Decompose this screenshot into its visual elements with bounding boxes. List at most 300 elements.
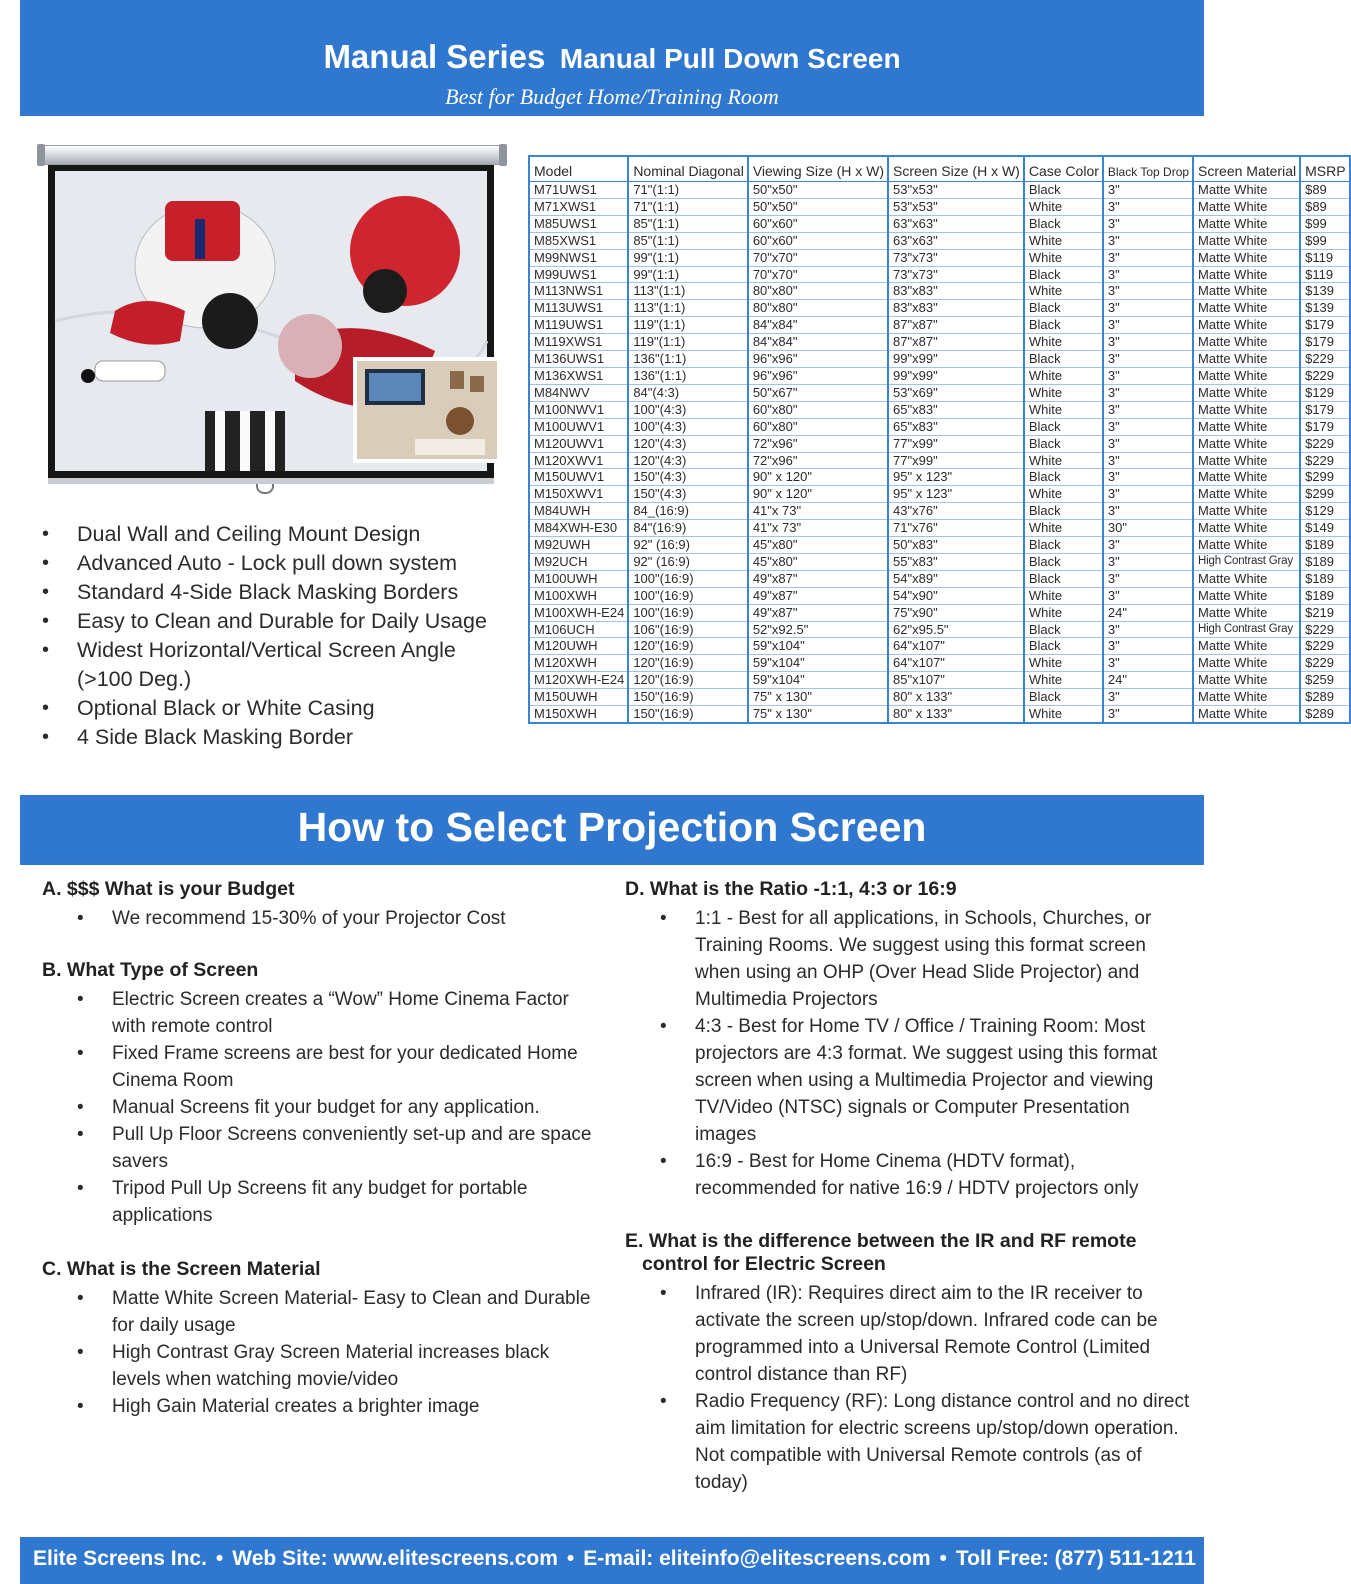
cell-msrp: $139 — [1300, 300, 1349, 317]
col-header-model: Model — [529, 156, 628, 182]
cell-diagonal: 100"(16:9) — [628, 604, 748, 621]
table-row — [529, 317, 1350, 334]
product-screen-image — [38, 145, 508, 497]
table-row — [529, 249, 1350, 266]
table-row — [529, 266, 1350, 283]
cell-screen-size: 73"x73" — [888, 249, 1024, 266]
cell-screen-size: 80" x 133" — [888, 706, 1024, 723]
cell-msrp: $89 — [1300, 198, 1349, 215]
cell-viewing-size: 60"x60" — [748, 215, 888, 232]
footer-separator: • — [939, 1547, 947, 1570]
section-heading — [625, 1230, 1195, 1276]
footer-website-link[interactable]: Web Site: www.elitescreens.com — [232, 1547, 558, 1570]
cell-top-drop: 3" — [1103, 638, 1193, 655]
cell-case-color: Black — [1024, 553, 1103, 570]
cell-top-drop: 3" — [1103, 537, 1193, 554]
cell-model: M85UWS1 — [529, 215, 628, 232]
table-row — [529, 537, 1350, 554]
cell-case-color: Black — [1024, 182, 1103, 199]
section-screen-material — [42, 1258, 602, 1420]
cell-material: Matte White — [1193, 520, 1300, 537]
cell-diagonal: 85"(1:1) — [628, 215, 748, 232]
cell-msrp: $129 — [1300, 384, 1349, 401]
cell-top-drop: 3" — [1103, 655, 1193, 672]
cell-diagonal: 150"(16:9) — [628, 689, 748, 706]
cell-msrp: $229 — [1300, 452, 1349, 469]
section-heading: C. What is the Screen Material — [42, 1258, 321, 1280]
cell-viewing-size: 96"x96" — [748, 351, 888, 368]
cell-model: M150UWH — [529, 689, 628, 706]
header-banner — [20, 0, 1204, 116]
cell-case-color: White — [1024, 283, 1103, 300]
list-item: • Matte White Screen Material- Easy to Clean and Durable for daily usage — [42, 1285, 602, 1339]
cell-diagonal: 120"(4:3) — [628, 452, 748, 469]
cell-diagonal: 113"(1:1) — [628, 300, 748, 317]
cell-case-color: Black — [1024, 537, 1103, 554]
cell-screen-size: 87"x87" — [888, 317, 1024, 334]
cell-top-drop: 3" — [1103, 503, 1193, 520]
footer-company: Elite Screens Inc. — [33, 1547, 207, 1570]
cell-top-drop: 3" — [1103, 232, 1193, 249]
cell-msrp: $299 — [1300, 486, 1349, 503]
cell-material: Matte White — [1193, 418, 1300, 435]
cell-top-drop: 30" — [1103, 520, 1193, 537]
cell-material: Matte White — [1193, 604, 1300, 621]
col-header-diagonal: Nominal Diagonal — [628, 156, 748, 182]
cell-top-drop: 3" — [1103, 317, 1193, 334]
cell-model: M119UWS1 — [529, 317, 628, 334]
cell-material: Matte White — [1193, 452, 1300, 469]
cell-diagonal: 84"(16:9) — [628, 520, 748, 537]
cell-top-drop: 3" — [1103, 570, 1193, 587]
cell-material: Matte White — [1193, 587, 1300, 604]
list-item: • Tripod Pull Up Screens fit any budget for portable applications — [42, 1175, 602, 1229]
cell-screen-size: 53"x69" — [888, 384, 1024, 401]
section-heading: B. What Type of Screen — [42, 959, 259, 981]
cell-diagonal: 71"(1:1) — [628, 198, 748, 215]
list-item: • Infrared (IR): Requires direct aim to the IR receiver to activate the screen up/stop/down. Infrared code can be programmed into a Universal Remote Control (Limited control distance than RF) — [625, 1280, 1195, 1388]
cell-top-drop: 3" — [1103, 215, 1193, 232]
table-row — [529, 198, 1350, 215]
cell-viewing-size: 41"x 73" — [748, 520, 888, 537]
cell-model: M71XWS1 — [529, 198, 628, 215]
cell-screen-size: 65"x83" — [888, 401, 1024, 418]
cell-diagonal: 120"(16:9) — [628, 655, 748, 672]
section-heading-line2: control for Electric Screen — [642, 1253, 886, 1275]
cell-material: Matte White — [1193, 182, 1300, 199]
cell-viewing-size: 90" x 120" — [748, 486, 888, 503]
section-screen-type — [42, 959, 602, 1229]
cell-top-drop: 24" — [1103, 604, 1193, 621]
cell-viewing-size: 59"x104" — [748, 638, 888, 655]
list-item: • Pull Up Floor Screens conveniently set-up and are space savers — [42, 1121, 602, 1175]
section-heading: D. What is the Ratio -1:1, 4:3 or 16:9 — [625, 878, 957, 900]
cell-msrp: $179 — [1300, 401, 1349, 418]
cell-screen-size: 83"x83" — [888, 300, 1024, 317]
cell-material: Matte White — [1193, 317, 1300, 334]
cell-model: M150UWV1 — [529, 469, 628, 486]
cell-msrp: $189 — [1300, 587, 1349, 604]
cell-viewing-size: 70"x70" — [748, 249, 888, 266]
cell-top-drop: 3" — [1103, 469, 1193, 486]
cell-screen-size: 64"x107" — [888, 655, 1024, 672]
table-row — [529, 435, 1350, 452]
cell-viewing-size: 60"x60" — [748, 232, 888, 249]
spec-table — [528, 155, 1351, 724]
cell-top-drop: 3" — [1103, 418, 1193, 435]
table-row — [529, 418, 1350, 435]
cell-diagonal: 150"(4:3) — [628, 469, 748, 486]
cell-viewing-size: 72"x96" — [748, 435, 888, 452]
cell-viewing-size: 80"x80" — [748, 300, 888, 317]
cell-screen-size: 54"x90" — [888, 587, 1024, 604]
cell-viewing-size: 84"x84" — [748, 317, 888, 334]
table-row — [529, 384, 1350, 401]
cell-top-drop: 3" — [1103, 384, 1193, 401]
cell-viewing-size: 60"x80" — [748, 418, 888, 435]
section-ratio — [625, 878, 1195, 1202]
cell-diagonal: 113"(1:1) — [628, 283, 748, 300]
cell-case-color: Black — [1024, 621, 1103, 638]
cell-screen-size: 53"x53" — [888, 182, 1024, 199]
cell-model: M119XWS1 — [529, 334, 628, 351]
cell-model: M100XWH-E24 — [529, 604, 628, 621]
cell-msrp: $89 — [1300, 182, 1349, 199]
cell-case-color: White — [1024, 655, 1103, 672]
cell-top-drop: 3" — [1103, 621, 1193, 638]
cell-screen-size: 87"x87" — [888, 334, 1024, 351]
feature-item: • Optional Black or White Casing — [42, 694, 512, 723]
cell-model: M100UWV1 — [529, 418, 628, 435]
cell-viewing-size: 49"x87" — [748, 570, 888, 587]
table-row — [529, 300, 1350, 317]
cell-model: M120XWH — [529, 655, 628, 672]
cell-screen-size: 85"x107" — [888, 672, 1024, 689]
cell-case-color: White — [1024, 706, 1103, 723]
cell-case-color: Black — [1024, 215, 1103, 232]
table-row — [529, 553, 1350, 570]
cell-material: Matte White — [1193, 384, 1300, 401]
col-header-top-drop-label: Black Top Drop — [1107, 165, 1190, 179]
table-row — [529, 367, 1350, 384]
hockey-photo — [55, 171, 487, 471]
cell-model: M113UWS1 — [529, 300, 628, 317]
cell-screen-size: 73"x73" — [888, 266, 1024, 283]
cell-screen-size: 63"x63" — [888, 232, 1024, 249]
table-row — [529, 587, 1350, 604]
cell-diagonal: 150"(4:3) — [628, 486, 748, 503]
cell-material: Matte White — [1193, 655, 1300, 672]
cell-diagonal: 84"(4:3) — [628, 384, 748, 401]
page-subtitle: Best for Budget Home/Training Room — [445, 84, 779, 109]
table-row — [529, 334, 1350, 351]
cell-msrp: $229 — [1300, 655, 1349, 672]
cell-msrp: $289 — [1300, 706, 1349, 723]
list-item: • Electric Screen creates a “Wow” Home Cinema Factor with remote control — [42, 986, 602, 1040]
feature-list — [42, 520, 512, 752]
cell-diagonal: 84_(16:9) — [628, 503, 748, 520]
cell-diagonal: 119"(1:1) — [628, 334, 748, 351]
cell-model: M84UWH — [529, 503, 628, 520]
cell-screen-size: 83"x83" — [888, 283, 1024, 300]
cell-case-color: White — [1024, 587, 1103, 604]
cell-msrp: $179 — [1300, 418, 1349, 435]
cell-msrp: $289 — [1300, 689, 1349, 706]
cell-material: Matte White — [1193, 232, 1300, 249]
footer-phone: Toll Free: (877) 511-1211 — [955, 1547, 1196, 1570]
cell-model: M71UWS1 — [529, 182, 628, 199]
pull-handle-icon — [256, 484, 274, 494]
list-item: • 16:9 - Best for Home Cinema (HDTV format), recommended for native 16:9 / HDTV projectors only — [625, 1148, 1195, 1202]
cell-case-color: White — [1024, 672, 1103, 689]
cell-screen-size: 63"x63" — [888, 215, 1024, 232]
cell-diagonal: 136"(1:1) — [628, 351, 748, 368]
screen-surface — [48, 165, 494, 478]
cell-screen-size: 50"x83" — [888, 537, 1024, 554]
cell-model: M136UWS1 — [529, 351, 628, 368]
list-item: • Radio Frequency (RF): Long distance control and no direct aim limitation for electric screens up/stop/down operation. Not compatible with Universal Remote controls (as of today) — [625, 1388, 1195, 1496]
cell-viewing-size: 52"x92.5" — [748, 621, 888, 638]
cell-msrp: $179 — [1300, 317, 1349, 334]
cell-model: M150XWH — [529, 706, 628, 723]
title-series: Manual Series — [323, 38, 546, 75]
spec-table-body — [529, 182, 1350, 724]
cell-diagonal: 120"(16:9) — [628, 672, 748, 689]
cell-msrp: $99 — [1300, 232, 1349, 249]
cell-diagonal: 100"(16:9) — [628, 587, 748, 604]
cell-screen-size: 62"x95.5" — [888, 621, 1024, 638]
feature-item: • Easy to Clean and Durable for Daily Usage — [42, 607, 512, 636]
col-header-top-drop — [1103, 156, 1193, 182]
cell-top-drop: 3" — [1103, 249, 1193, 266]
cell-case-color: Black — [1024, 300, 1103, 317]
cell-top-drop: 3" — [1103, 334, 1193, 351]
cell-screen-size: 99"x99" — [888, 351, 1024, 368]
list-item: • 1:1 - Best for all applications, in Schools, Churches, or Training Rooms. We suggest using this format screen when using an OHP (Over Head Slide Projector) and Multimedia Projectors — [625, 905, 1195, 1013]
cell-case-color: White — [1024, 520, 1103, 537]
cell-material: Matte White — [1193, 706, 1300, 723]
footer-banner — [20, 1537, 1204, 1584]
col-header-material: Screen Material — [1193, 156, 1300, 182]
cell-viewing-size: 50"x50" — [748, 182, 888, 199]
section-remote-control — [625, 1230, 1195, 1496]
cell-screen-size: 75"x90" — [888, 604, 1024, 621]
cell-msrp: $219 — [1300, 604, 1349, 621]
cell-diagonal: 136"(1:1) — [628, 367, 748, 384]
list-item: • 4:3 - Best for Home TV / Office / Training Room: Most projectors are 4:3 format. We suggest using this format screen when using a Multimedia Projector and viewing TV/Video (NTSC) signals or Computer Presentation images — [625, 1013, 1195, 1148]
cell-model: M106UCH — [529, 621, 628, 638]
cell-case-color: White — [1024, 232, 1103, 249]
cell-case-color: White — [1024, 401, 1103, 418]
cell-material: Matte White — [1193, 537, 1300, 554]
feature-item: • Widest Horizontal/Vertical Screen Angle (>100 Deg.) — [42, 636, 512, 694]
cell-diagonal: 92" (16:9) — [628, 537, 748, 554]
cell-diagonal: 120"(4:3) — [628, 435, 748, 452]
feature-item: • 4 Side Black Masking Border — [42, 723, 512, 752]
table-row — [529, 469, 1350, 486]
cell-diagonal: 106"(16:9) — [628, 621, 748, 638]
cell-screen-size: 71"x76" — [888, 520, 1024, 537]
cell-diagonal: 100"(4:3) — [628, 418, 748, 435]
table-row — [529, 503, 1350, 520]
cell-case-color: Black — [1024, 469, 1103, 486]
cell-screen-size: 65"x83" — [888, 418, 1024, 435]
cell-top-drop: 3" — [1103, 435, 1193, 452]
list-item: • High Gain Material creates a brighter image — [42, 1393, 602, 1420]
table-row — [529, 604, 1350, 621]
cell-material: Matte White — [1193, 401, 1300, 418]
cell-viewing-size: 59"x104" — [748, 672, 888, 689]
cell-material: High Contrast Gray — [1193, 621, 1300, 638]
cell-top-drop: 3" — [1103, 587, 1193, 604]
cell-viewing-size: 90" x 120" — [748, 469, 888, 486]
cell-screen-size: 55"x83" — [888, 553, 1024, 570]
title-product: Manual Pull Down Screen — [559, 43, 901, 74]
cell-model: M136XWS1 — [529, 367, 628, 384]
cell-msrp: $149 — [1300, 520, 1349, 537]
cell-viewing-size: 49"x87" — [748, 587, 888, 604]
feature-item: • Advanced Auto - Lock pull down system — [42, 549, 512, 578]
cell-diagonal: 99"(1:1) — [628, 266, 748, 283]
cell-screen-size: 80" x 133" — [888, 689, 1024, 706]
cell-screen-size: 99"x99" — [888, 367, 1024, 384]
cell-case-color: Black — [1024, 418, 1103, 435]
cell-top-drop: 3" — [1103, 401, 1193, 418]
cell-msrp: $189 — [1300, 570, 1349, 587]
cell-viewing-size: 50"x67" — [748, 384, 888, 401]
cell-model: M120XWH-E24 — [529, 672, 628, 689]
cell-diagonal: 71"(1:1) — [628, 182, 748, 199]
cell-top-drop: 3" — [1103, 706, 1193, 723]
section-banner — [20, 795, 1204, 865]
cell-material: Matte White — [1193, 638, 1300, 655]
cell-screen-size: 95" x 123" — [888, 469, 1024, 486]
table-row — [529, 452, 1350, 469]
cell-material: Matte White — [1193, 469, 1300, 486]
cell-material: Matte White — [1193, 503, 1300, 520]
cell-material: Matte White — [1193, 198, 1300, 215]
cell-top-drop: 3" — [1103, 486, 1193, 503]
cell-model: M99UWS1 — [529, 266, 628, 283]
cell-model: M92UCH — [529, 553, 628, 570]
cell-top-drop: 3" — [1103, 300, 1193, 317]
footer-separator: • — [215, 1547, 224, 1570]
table-header-row — [529, 156, 1350, 182]
cell-viewing-size: 60"x80" — [748, 401, 888, 418]
cell-model: M84NWV — [529, 384, 628, 401]
cell-material: Matte White — [1193, 283, 1300, 300]
cell-diagonal: 100"(4:3) — [628, 401, 748, 418]
cell-viewing-size: 45"x80" — [748, 553, 888, 570]
cell-top-drop: 3" — [1103, 452, 1193, 469]
footer-separator: • — [566, 1547, 575, 1570]
cell-case-color: White — [1024, 367, 1103, 384]
cell-msrp: $179 — [1300, 334, 1349, 351]
cell-model: M100UWH — [529, 570, 628, 587]
cell-case-color: Black — [1024, 266, 1103, 283]
table-row — [529, 215, 1350, 232]
cell-screen-size: 53"x53" — [888, 198, 1024, 215]
cell-model: M99NWS1 — [529, 249, 628, 266]
cell-material: Matte White — [1193, 215, 1300, 232]
col-header-viewing-size: Viewing Size (H x W) — [748, 156, 888, 182]
section-title: How to Select Projection Screen — [297, 804, 927, 850]
cell-viewing-size: 96"x96" — [748, 367, 888, 384]
cell-case-color: White — [1024, 334, 1103, 351]
cell-viewing-size: 50"x50" — [748, 198, 888, 215]
col-header-case-color: Case Color — [1024, 156, 1103, 182]
cell-material: Matte White — [1193, 351, 1300, 368]
cell-material: High Contrast Gray — [1193, 553, 1300, 570]
footer-email-link[interactable]: E-mail: eliteinfo@elitescreens.com — [583, 1547, 931, 1570]
cell-msrp: $229 — [1300, 621, 1349, 638]
cell-material: Matte White — [1193, 367, 1300, 384]
cell-material: Matte White — [1193, 435, 1300, 452]
cell-top-drop: 3" — [1103, 198, 1193, 215]
cell-top-drop: 3" — [1103, 351, 1193, 368]
cell-msrp: $189 — [1300, 537, 1349, 554]
cell-model: M120UWH — [529, 638, 628, 655]
col-header-screen-size: Screen Size (H x W) — [888, 156, 1024, 182]
cell-case-color: White — [1024, 604, 1103, 621]
cell-model: M92UWH — [529, 537, 628, 554]
cell-material: Matte White — [1193, 249, 1300, 266]
cell-viewing-size: 80"x80" — [748, 283, 888, 300]
cell-material: Matte White — [1193, 266, 1300, 283]
cell-model: M113NWS1 — [529, 283, 628, 300]
end-cap-left — [37, 144, 45, 166]
table-row — [529, 638, 1350, 655]
table-row — [529, 672, 1350, 689]
cell-model: M150XWV1 — [529, 486, 628, 503]
cell-viewing-size: 75" x 130" — [748, 706, 888, 723]
table-row — [529, 283, 1350, 300]
cell-top-drop: 3" — [1103, 689, 1193, 706]
list-item: • We recommend 15-30% of your Projector Cost — [42, 905, 602, 932]
cell-top-drop: 3" — [1103, 367, 1193, 384]
table-row — [529, 520, 1350, 537]
cell-material: Matte White — [1193, 300, 1300, 317]
page-title — [20, 38, 1204, 76]
screen-case — [38, 145, 506, 165]
cell-material: Matte White — [1193, 672, 1300, 689]
table-row — [529, 689, 1350, 706]
cell-diagonal: 120"(16:9) — [628, 638, 748, 655]
cell-msrp: $229 — [1300, 367, 1349, 384]
cell-screen-size: 43"x76" — [888, 503, 1024, 520]
cell-case-color: Black — [1024, 503, 1103, 520]
cell-material: Matte White — [1193, 486, 1300, 503]
cell-case-color: Black — [1024, 435, 1103, 452]
table-row — [529, 570, 1350, 587]
cell-msrp: $229 — [1300, 638, 1349, 655]
cell-diagonal: 99"(1:1) — [628, 249, 748, 266]
cell-model: M100XWH — [529, 587, 628, 604]
cell-msrp: $189 — [1300, 553, 1349, 570]
section-heading: A. $$$ What is your Budget — [42, 878, 295, 900]
cell-material: Matte White — [1193, 570, 1300, 587]
cell-case-color: Black — [1024, 689, 1103, 706]
table-row — [529, 182, 1350, 199]
cell-msrp: $99 — [1300, 215, 1349, 232]
table-row — [529, 655, 1350, 672]
feature-item: • Standard 4-Side Black Masking Borders — [42, 578, 512, 607]
cell-case-color: White — [1024, 198, 1103, 215]
cell-diagonal: 100"(16:9) — [628, 570, 748, 587]
cell-diagonal: 150"(16:9) — [628, 706, 748, 723]
cell-viewing-size: 45"x80" — [748, 537, 888, 554]
cell-diagonal: 119"(1:1) — [628, 317, 748, 334]
